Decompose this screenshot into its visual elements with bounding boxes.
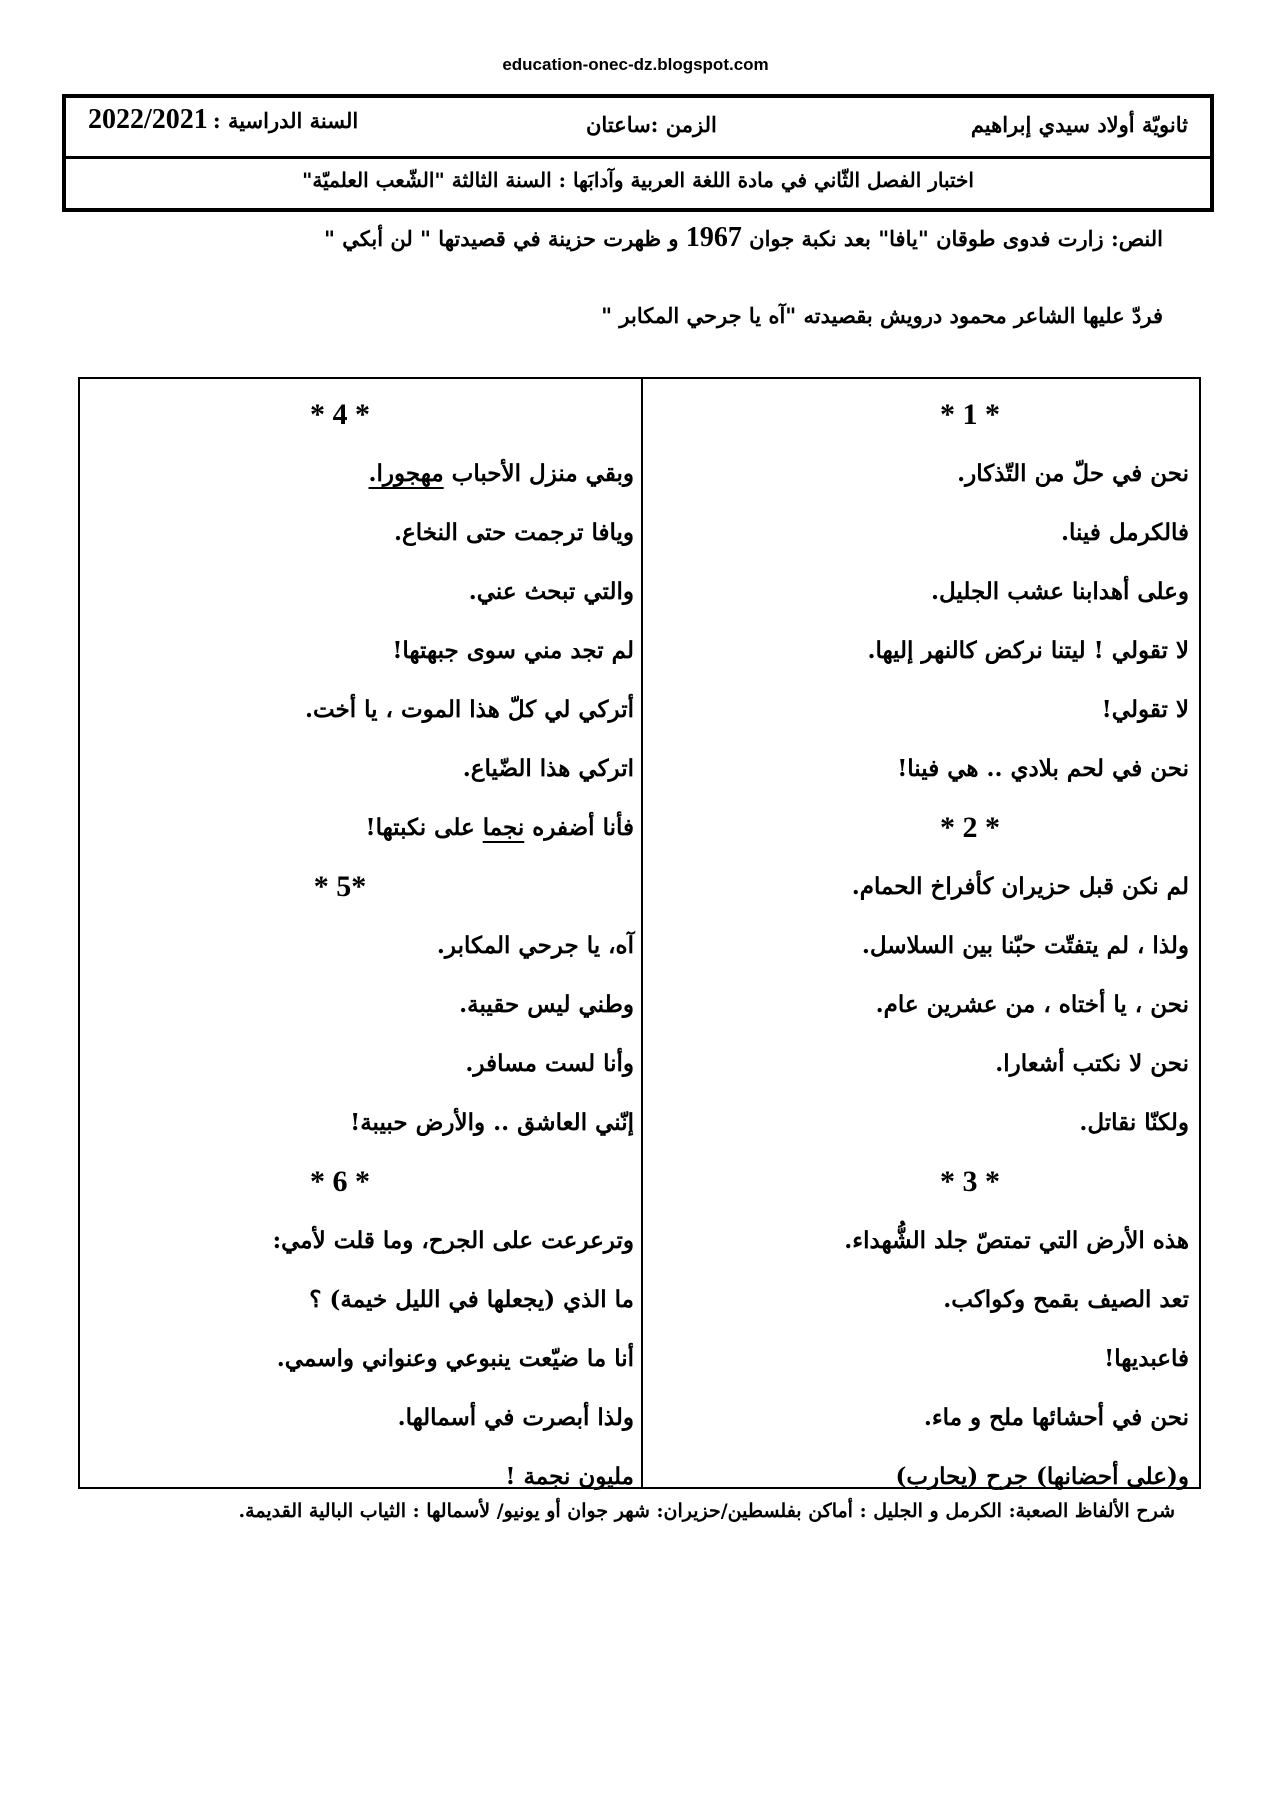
poem-column-right [641,385,1189,1506]
exam-title: اختبار الفصل الثّاني في مادة اللغة العربية وآدابَها : السنة الثالثة "الشّعب العلميّة" [302,168,974,192]
poem-table [78,377,1201,1489]
intro-line-1-start: النص: زارت فدوى طوقان "يافا" بعد نكبة جوان [749,226,1163,251]
verse-text: وبقي منزل الأحباب [451,460,634,487]
verse-line: والتي تبحث عني. [468,578,634,605]
verse-text: فأنا أضفره [532,814,634,841]
verse-line: ولذا ، لم يتفتّت حبّنا بين السلاسل. [861,932,1189,959]
exam-header [62,94,1214,212]
verse-line: نحن في لحم بلادي .. هي فينا! [897,755,1189,782]
verse-line: ويافا ترجمت حتى النخاع. [394,519,634,546]
verse-line: اتركي هذا الضّياع. [462,755,634,782]
verse-text: على نكبتها! [365,814,475,841]
intro-line-1-end: و ظهرت حزينة في قصيدتها " لن أبكي " [324,226,679,251]
header-row-title [66,158,1210,208]
verse-line: إنّني العاشق .. والأرض حبيبة! [350,1109,634,1136]
stanza-heading: * 5* [313,870,367,903]
verse-line: لا تقولي! [1101,696,1189,723]
school-name: ثانويّة أولاد سيدي إبراهيم [970,112,1188,137]
verse-line: نحن ، يا أختاه ، من عشرين عام. [875,991,1189,1018]
verse-line: لا تقولي ! ليتنا نركض كالنهر إليها. [867,637,1189,664]
intro-year: 1967 [685,222,742,253]
poem-column-left [86,385,634,1506]
intro-line-2: فردّ عليها الشاعر محمود درويش بقصيدته "آه يا جرحي المكابر " [601,303,1163,328]
verse-line [86,444,634,503]
verse-line: وترعرعت على الجرح، وما قلت لأمي: [272,1227,634,1254]
verse-line: فاعبديها! [1104,1345,1189,1372]
verse-line: لم تجد مني سوى جبهتها! [392,637,634,664]
verse-line: و(على أحضانها) جرح (يحارب) [895,1463,1189,1490]
glossary-note: شرح الألفاظ الصعبة: الكرمل و الجليل : أماكن بفلسطين/حزيران: شهر جوان أو يونيو/ لأسمالها : الثياب البالية القديمة. [238,1500,1175,1522]
underlined-word: نجما [482,814,525,841]
stanza-heading: * 2 * [940,811,1000,844]
verse-line: وطني ليس حقيبة. [459,991,634,1018]
verse-line: لم نكن قبل حزيران كأفراخ الحمام. [851,873,1189,900]
verse-line: وعلى أهدابنا عشب الجليل. [930,578,1189,605]
stanza-heading: * 3 * [940,1165,1000,1198]
stanza-heading: * 6 * [310,1165,370,1198]
header-row-info [66,98,1210,159]
verse-line: أتركي لي كلّ هذا الموت ، يا أخت. [304,696,634,723]
verse-line: نحن لا نكتب أشعارا. [995,1050,1189,1077]
underlined-word: مهجورا. [368,460,444,487]
source-website: education-onec-dz.blogspot.com [502,55,769,74]
verse-line: نحن في حلّ من التّذكار. [957,460,1189,487]
stanza-heading: * 1 * [940,398,1000,431]
verse-line: تعد الصيف بقمح وكواكب. [943,1286,1189,1313]
verse-line: هذه الأرض التي تمتصّ جلد الشُّهداء. [844,1227,1189,1254]
school-year-label: السنة الدراسية : [212,108,359,133]
verse-line [86,798,634,857]
verse-line: نحن في أحشائها ملح و ماء. [923,1404,1189,1431]
exam-duration: الزمن :ساعتان [586,112,717,137]
intro-line-1 [324,222,1163,254]
verse-line: آه، يا جرحي المكابر. [436,932,634,959]
verse-line: مليون نجمة ! [505,1463,634,1490]
verse-line: ما الذي (يجعلها في الليل خيمة) ؟ [309,1286,634,1313]
stanza-heading: * 4 * [310,398,370,431]
verse-line: فالكرمل فينا. [1060,519,1189,546]
verse-line: أنا ما ضيّعت ينبوعي وعنواني واسمي. [276,1345,634,1372]
school-year-value: 2022/2021 [88,104,208,135]
school-year [88,104,358,136]
verse-line: وأنا لست مسافر. [465,1050,634,1077]
verse-line: ولكنّا نقاتل. [1079,1109,1189,1136]
verse-line: ولذا أبصرت في أسمالها. [397,1404,634,1431]
